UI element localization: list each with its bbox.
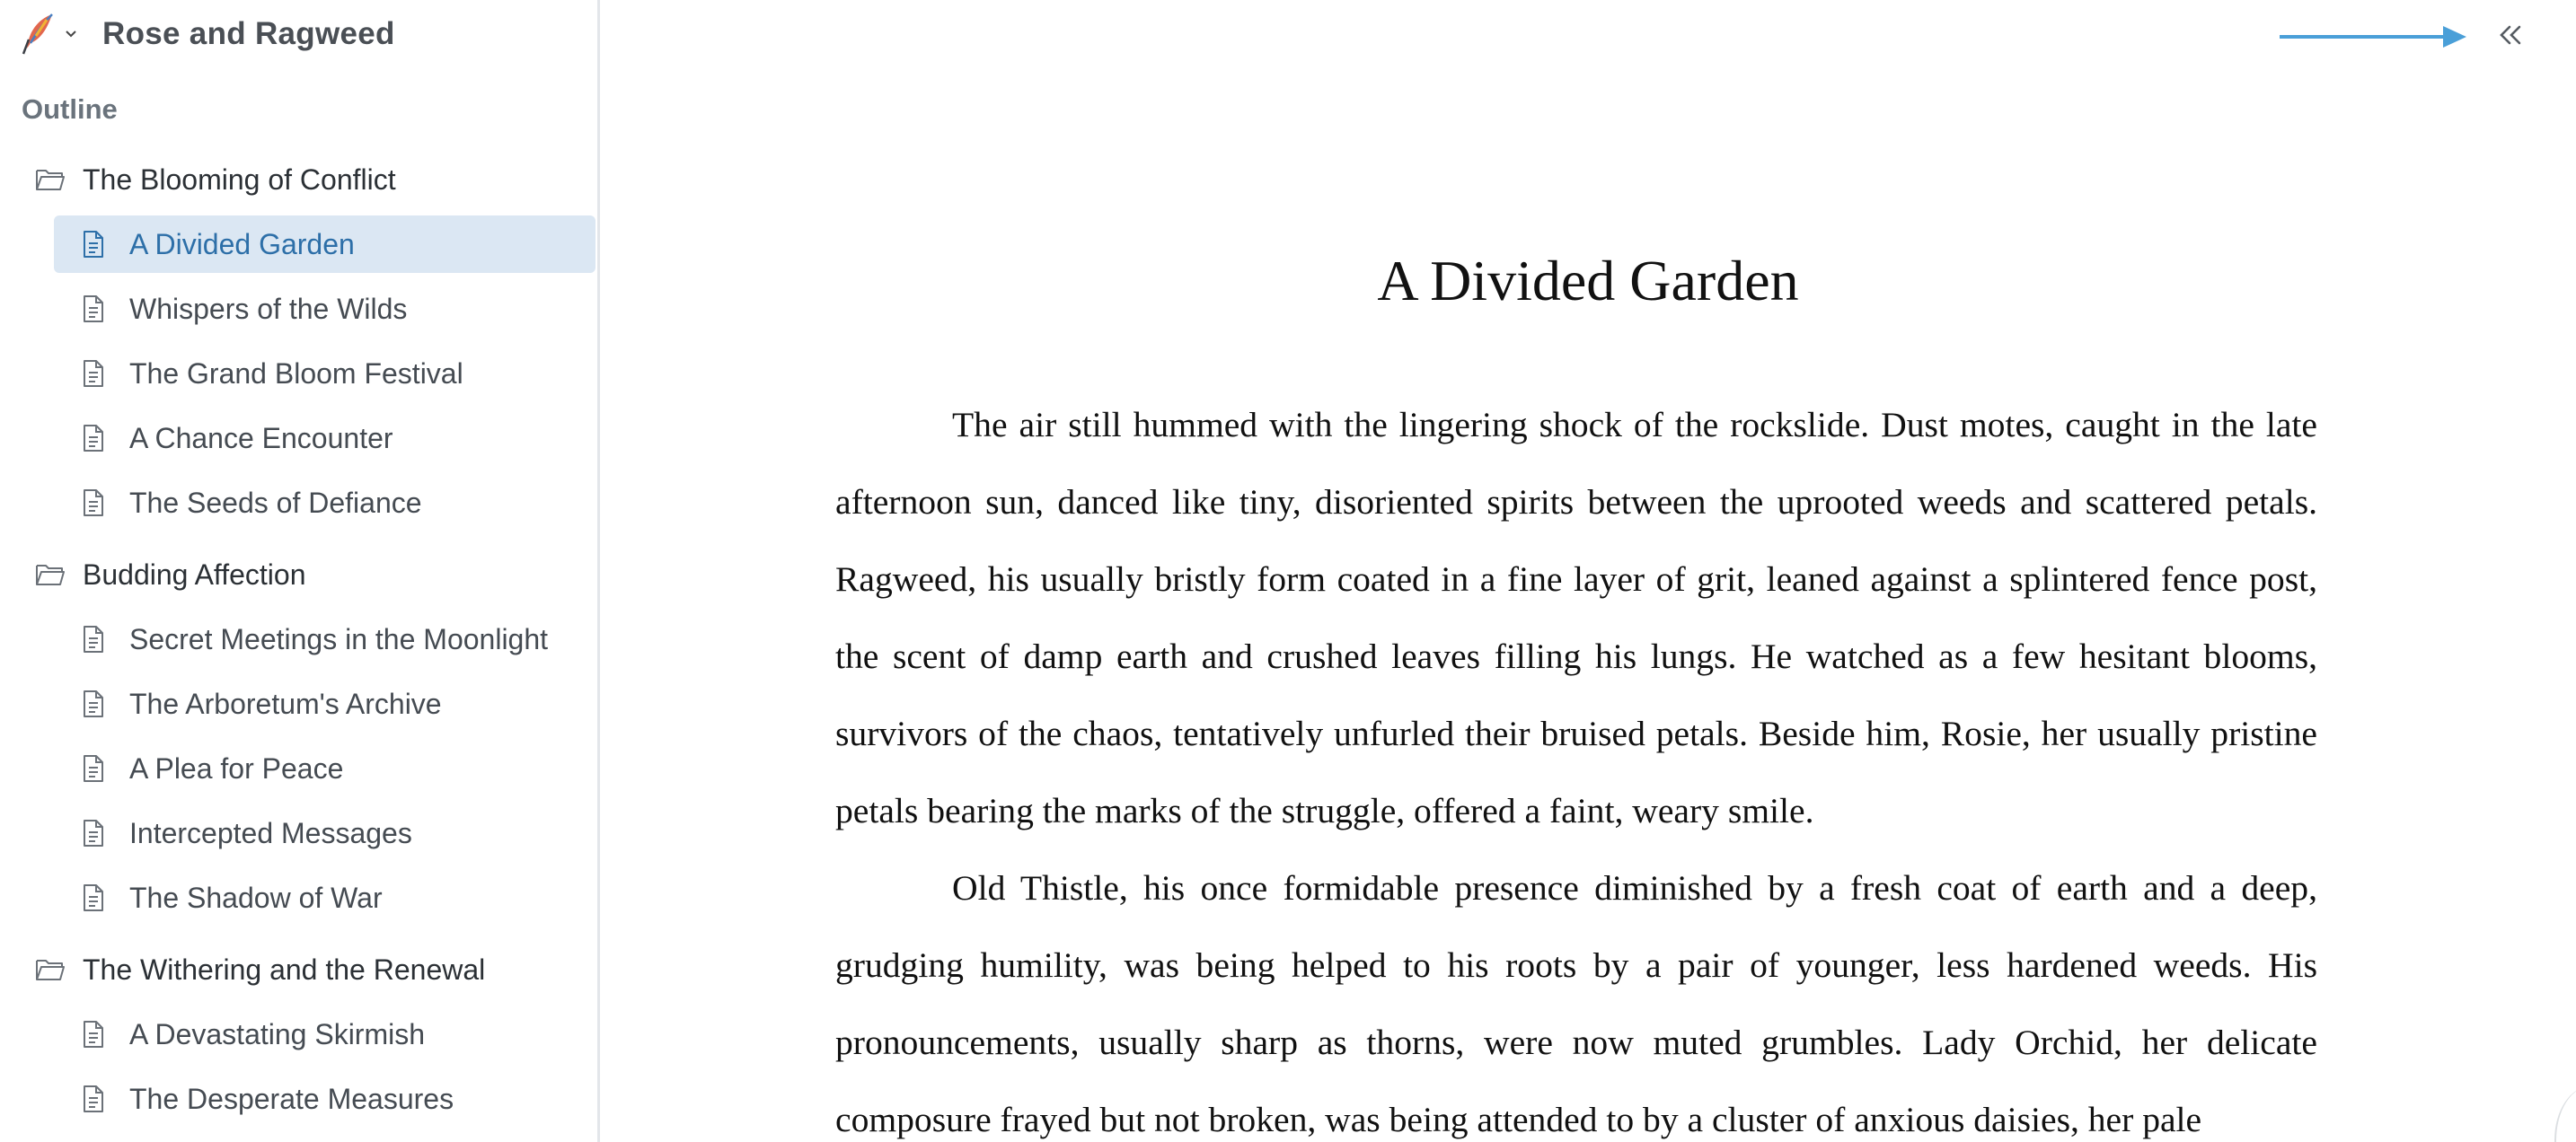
collapse-panel-button[interactable] (2490, 16, 2531, 57)
doc-item[interactable] (54, 409, 595, 467)
doc-label: A Devastating Skirmish (129, 1017, 426, 1050)
folder-label: The Withering and the Renewal (83, 953, 486, 986)
quill-feather-icon[interactable] (20, 13, 56, 56)
folder-item[interactable] (0, 546, 597, 603)
document-icon (77, 882, 110, 914)
doc-item[interactable] (54, 1070, 595, 1128)
doc-item[interactable] (54, 740, 595, 797)
folder-item[interactable] (0, 151, 597, 208)
paragraph[interactable]: The air still hummed with the lingering shock of the rockslide. Dust motes, caught in the late afternoon sun, danced like tiny, disoriented spirits between the uprooted weeds and scattered petals. Ragweed, his usually bristly form coated in a fine layer of grit, leaned against a splintered fence post, the scent of damp earth and crushed leaves filling his lungs. He watched as a few hesitant blooms, survivors of the chaos, tentatively unfurled their bruised petals. Beside him, Rosie, her usually pristine petals bearing the marks of the struggle, offered a faint, weary smile. (835, 405, 2317, 830)
doc-label: A Plea for Peace (129, 751, 344, 785)
outline-heading: Outline (22, 93, 118, 125)
folder-open-icon (34, 558, 66, 591)
doc-label: A Chance Encounter (129, 421, 393, 454)
document-icon (77, 487, 110, 519)
doc-item-a-divided-garden[interactable] (54, 215, 595, 273)
doc-label: The Shadow of War (129, 881, 383, 914)
doc-label: Intercepted Messages (129, 816, 412, 849)
document-icon (77, 752, 110, 785)
doc-item[interactable] (54, 675, 595, 733)
doc-item[interactable] (54, 474, 595, 531)
doc-item[interactable] (54, 804, 595, 862)
document-icon (77, 228, 110, 260)
doc-label: The Grand Bloom Festival (129, 356, 463, 390)
document-icon (77, 817, 110, 849)
double-chevron-left-icon (2497, 23, 2524, 51)
doc-item[interactable] (54, 611, 595, 668)
document-body[interactable] (835, 386, 2317, 1142)
doc-item[interactable] (54, 869, 595, 927)
sidebar (0, 0, 600, 1142)
document-icon (77, 623, 110, 655)
document-icon (77, 1083, 110, 1115)
folder-label: The Blooming of Conflict (83, 163, 396, 196)
doc-item[interactable] (54, 280, 595, 338)
chevron-down-icon[interactable] (61, 24, 81, 44)
editor-pane[interactable] (600, 0, 2576, 1142)
folder-label: Budding Affection (83, 558, 306, 591)
document-icon (77, 1018, 110, 1050)
doc-label: A Divided Garden (129, 227, 355, 260)
folder-item[interactable] (0, 941, 597, 998)
doc-item[interactable] (54, 345, 595, 402)
app-title: Rose and Ragweed (102, 16, 395, 51)
doc-label: The Desperate Measures (129, 1082, 454, 1115)
document-icon (77, 357, 110, 390)
document-icon (77, 293, 110, 325)
arrow-right-icon (2278, 22, 2468, 52)
doc-label: The Seeds of Defiance (129, 486, 422, 519)
outline-tree (0, 151, 597, 1128)
folder-open-icon (34, 953, 66, 986)
document-title[interactable]: A Divided Garden (1377, 249, 1799, 312)
paragraph[interactable]: Old Thistle, his once formidable presence diminished by a fresh coat of earth and a deep, grudging humility, was being helped to his roots by a pair of younger, less hardened weeds. His pronouncements, usually sharp as thorns, were now muted grumbles. Lady Orchid, her delicate composure frayed but not broken, was being attended to by a cluster of anxious daisies, her pale (835, 868, 2317, 1139)
app-header[interactable] (20, 9, 395, 59)
doc-label: Secret Meetings in the Moonlight (129, 622, 549, 655)
document-icon (77, 422, 110, 454)
document-icon (77, 688, 110, 720)
doc-label: The Arboretum's Archive (129, 687, 442, 720)
doc-item[interactable] (54, 1006, 595, 1063)
folder-open-icon (34, 163, 66, 196)
doc-label: Whispers of the Wilds (129, 292, 408, 325)
